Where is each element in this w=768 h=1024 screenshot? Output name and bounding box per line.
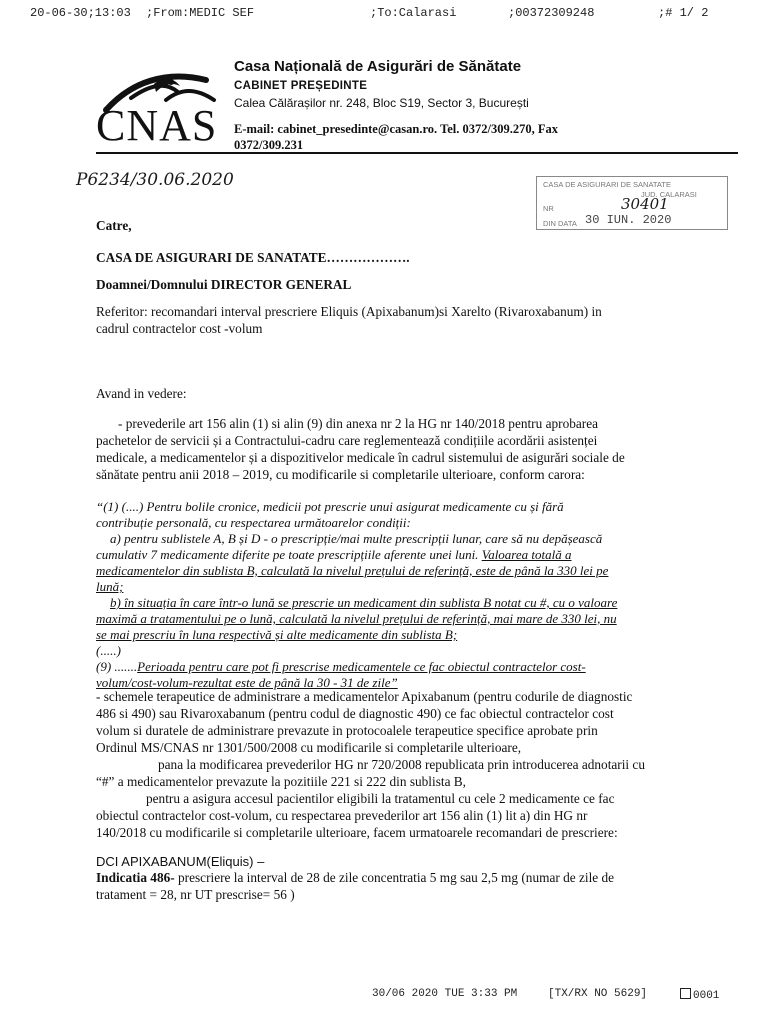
quote-line [96,547,571,563]
paragraph-line: 140/2018 cu modificarile si completarile ulterioare, facem urmatoarele recomandari de prescriere: [96,825,618,840]
indication-line [96,870,614,886]
quote-line: a) pentru sublistele A, B și D - o prescripție/mai multe prescripții lunar, care să nu depășească [110,531,603,546]
quote-line: b) în situația în care într-o lună se prescrie un medicament din sublista B notat cu #, cu o valoare [110,595,618,610]
quote-underlined: Valoarea totală a [481,547,572,562]
stamp-nr-value: 30401 [621,195,669,213]
dci-heading: DCI APIXABANUM(Eliquis) – [96,854,265,869]
handwritten-registration: P6234/30.06.2020 [76,170,234,190]
footer-page-number: 0001 [693,990,720,1002]
quote-underlined: Perioada pentru care pot fi prescrise medicamentele ce fac obiectul contractelor cost- [137,659,586,674]
quote-line: medicamentelor din sublista B, calculată la nivelul prețului de referință, este de până la 330 lei pe [96,563,609,578]
intro: Avand in vedere: [96,386,187,401]
stamp-nr-label: NR [543,204,554,213]
paragraph-line: pachetelor de servicii și a Contractului-cadru care reglementează condițiile acordării asistenței [96,433,598,448]
stamp-date-value: 30 IUN. 2020 [585,213,672,227]
quote-line: se mai prescriu în luna respectivă și alte medicamente din sublista B; [96,627,458,642]
paragraph-line: pana la modificarea prevederilor HG nr 720/2008 republicata prin introducerea adnotarii cu [158,757,645,772]
stamp-county: JUD. CALARASI [641,190,697,199]
address: Calea Călărașilor nr. 248, Bloc S19, Sector 3, București [234,96,529,110]
indication-label: Indicatia 486- [96,870,175,885]
subject-line: cadrul contractelor cost -volum [96,321,263,336]
registration-stamp [536,176,728,230]
footer-page [680,988,719,1002]
paragraph-line: pentru a asigura accesul pacientilor eligibili la tratamentul cu cele 2 medicamente ce fac [146,791,615,806]
quote-line: volum/cost-volum-rezultat este de până la 30 - 31 de zile” [96,675,398,690]
paragraph-line: medicale, a medicamentelor și a dispozitivelor medicale în cadrul sistemului de asigurări sociale de [96,450,625,465]
contact-line: E-mail: cabinet_presedinte@casan.ro. Tel. 0372/309.270, Fax [234,122,559,136]
quote-line: maximă a tratamentului pe o lună, calculată la nivelul prețului de referință, mai mare de 330 lei, nu [96,611,617,626]
footer-txrx: [TX/RX NO 5629] [548,988,648,1000]
subject-line: Referitor: recomandari interval prescriere Eliquis (Apixabanum)si Xarelto (Rivaroxabanum) in [96,304,602,319]
stamp-title: CASA DE ASIGURARI DE SANATATE [543,180,671,189]
cabinet-label: CABINET PREȘEDINTE [234,80,368,92]
paragraph-line: obiectul contractelor cost-volum, cu respectarea prevederilor art 156 alin (1) lit a) din HG nr [96,808,588,823]
logo-text: CNAS [96,101,218,150]
quote-line: contribuție personală, cu respectarea următoarelor condiții: [96,515,411,530]
fax-number-line: 0372/309.231 [234,138,304,150]
recipient: CASA DE ASIGURARI DE SANATATE………………. [96,250,410,265]
fax-from: ;From:MEDIC SEF [146,6,255,20]
institution-name: Casa Națională de Asigurări de Sănătate [234,58,522,75]
indication-text: prescriere la interval de 28 de zile concentratia 5 mg sau 2,5 mg (numar de zile de [174,870,615,885]
cnas-logo [96,62,226,157]
paragraph-line: Ordinul MS/CNAS nr 1301/500/2008 cu modificarile si completarile ulterioare, [96,740,522,755]
quote-text: (9) ....... [96,659,138,674]
quote-line [96,659,586,675]
quote-line: (.....) [96,643,121,658]
fax-page-icon [680,988,691,999]
stamp-date-label: DIN DATA [543,219,577,228]
quote-text: cumulativ 7 medicamente diferite pe toate prescripțiile aferente unei luni. [96,547,482,562]
quote-line: lună; [96,579,124,594]
to-label: Catre, [96,218,132,233]
letterhead-divider [96,152,738,154]
paragraph-line: sănătate pentru anii 2018 – 2019, cu modificarile si completarile ulterioare, conform carora: [96,467,585,482]
paragraph-line: - prevederile art 156 alin (1) si alin (9) din anexa nr 2 la HG nr 140/2018 pentru aprobarea [118,416,598,431]
quote-line: “(1) (....) Pentru bolile cronice, medicii pot prescrie unui asigurat medicamente cu și fără [96,499,564,514]
paragraph-line: 486 si 490) sau Rivaroxabanum (pentru codul de diagnostic 490) ce fac obiectul contractelor cost [96,706,614,721]
fax-number: ;00372309248 [508,6,595,20]
salutation: Doamnei/Domnului DIRECTOR GENERAL [96,277,352,292]
indication-line: tratament = 28, nr UT prescrise= 56 ) [96,887,295,902]
footer-datetime: 30/06 2020 TUE 3:33 PM [372,988,518,1000]
fax-datetime: 20-06-30;13:03 [30,6,131,20]
paragraph-line: volum si duratele de administrare prevazute in protocoalele terapeutice specifice aprobate prin [96,723,598,738]
fax-to: ;To:Calarasi [370,6,457,20]
paragraph-line: “#” a medicamentelor prevazute la pozitiile 221 si 222 din sublista B, [96,774,466,789]
fax-page: ;# 1/ 2 [658,6,709,20]
paragraph-line: - schemele terapeutice de administrare a medicamentelor Apixabanum (pentru codurile de diagnostic [96,689,633,704]
